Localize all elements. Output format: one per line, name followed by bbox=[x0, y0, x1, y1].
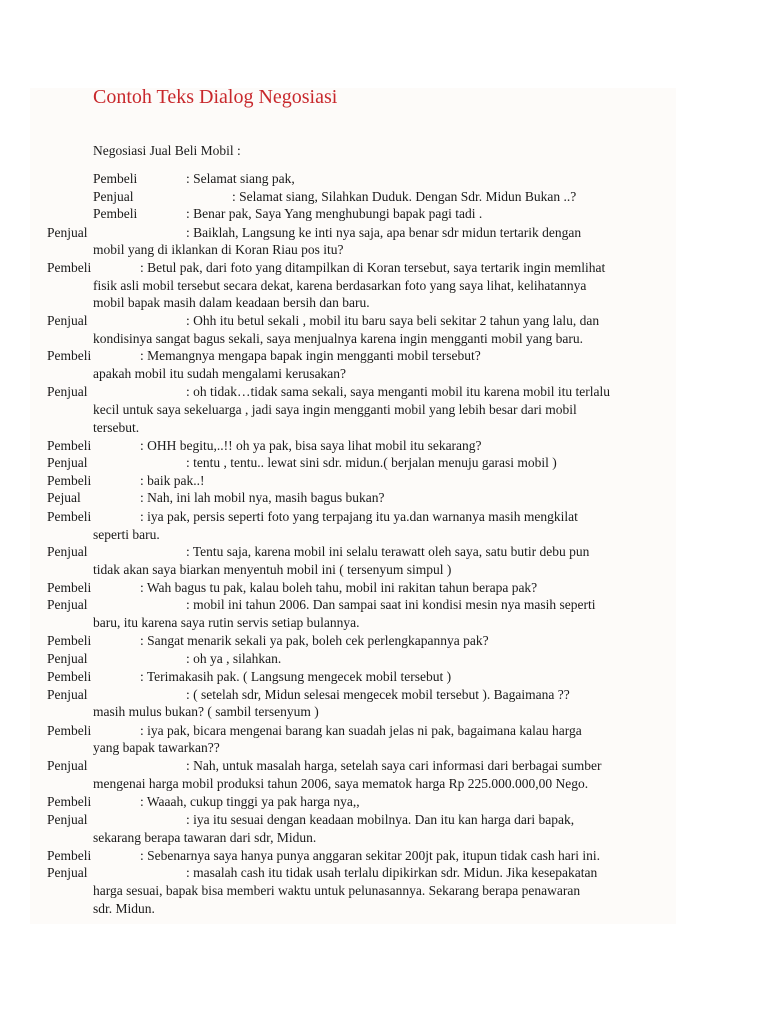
dialog-text: : Benar pak, Saya Yang menghubungi bapak pagi tadi . bbox=[186, 206, 483, 221]
dialog-text: yang bapak tawarkan?? bbox=[93, 740, 220, 755]
speaker-label: Penjual bbox=[47, 544, 88, 559]
speaker-label: Penjual bbox=[93, 189, 134, 204]
dialog-text: : baik pak..! bbox=[140, 473, 205, 488]
dialog-text: : masalah cash itu tidak usah terlalu dipikirkan sdr. Midun. Jika kesepakatan bbox=[186, 865, 598, 880]
speaker-label: Penjual bbox=[47, 651, 88, 666]
speaker-label: Pembeli bbox=[47, 580, 92, 595]
speaker-label: Pembeli bbox=[47, 438, 92, 453]
dialog-text: tersebut. bbox=[93, 420, 140, 435]
dialog-text: : Wah bagus tu pak, kalau boleh tahu, mobil ini rakitan tahun berapa pak? bbox=[140, 580, 538, 595]
dialog-text: : Sangat menarik sekali ya pak, boleh cek perlengkapannya pak? bbox=[140, 633, 489, 648]
dialog-text: : Memangnya mengapa bapak ingin mengganti mobil tersebut? bbox=[140, 348, 481, 363]
dialog-text: mobil bapak masih dalam keadaan bersih dan baru. bbox=[93, 295, 370, 310]
dialog-text: sekarang berapa tawaran dari sdr, Midun. bbox=[93, 830, 317, 845]
speaker-label: Penjual bbox=[47, 313, 88, 328]
speaker-label: Pembeli bbox=[47, 794, 92, 809]
dialog-text: kecil untuk saya sekeluarga , jadi saya ingin mengganti mobil yang lebih besar dari mobil bbox=[93, 402, 577, 417]
dialog-text: : Baiklah, Langsung ke inti nya saja, apa benar sdr midun tertarik dengan bbox=[186, 225, 582, 240]
dialog-text: : Tentu saja, karena mobil ini selalu terawatt oleh saya, satu butir debu pun bbox=[186, 544, 590, 559]
dialog-text: : oh ya , silahkan. bbox=[186, 651, 282, 666]
dialog-text: tidak akan saya biarkan menyentuh mobil ini ( tersenyum simpul ) bbox=[93, 562, 452, 577]
dialog-text: : OHH begitu,..!! oh ya pak, bisa saya lihat mobil itu sekarang? bbox=[140, 438, 482, 453]
dialog-text: : iya pak, bicara mengenai barang kan suadah jelas ni pak, bagaimana kalau harga bbox=[140, 723, 582, 738]
dialog-text: : Ohh itu betul sekali , mobil itu baru saya beli sekitar 2 tahun yang lalu, dan bbox=[186, 313, 600, 328]
dialog-text: : Waaah, cukup tinggi ya pak harga nya,, bbox=[140, 794, 360, 809]
dialog-text: : ( setelah sdr, Midun selesai mengecek mobil tersebut ). Bagaimana ?? bbox=[186, 687, 570, 702]
speaker-label: Penjual bbox=[47, 758, 88, 773]
speaker-label: Pembeli bbox=[47, 669, 92, 684]
speaker-label: Penjual bbox=[47, 865, 88, 880]
speaker-label: Penjual bbox=[47, 687, 88, 702]
speaker-label: Penjual bbox=[47, 812, 88, 827]
speaker-label: Penjual bbox=[47, 455, 88, 470]
speaker-label: Pejual bbox=[47, 490, 81, 505]
speaker-label: Pembeli bbox=[47, 633, 92, 648]
speaker-label: Pembeli bbox=[47, 509, 92, 524]
document-title: Contoh Teks Dialog Negosiasi bbox=[93, 86, 338, 108]
speaker-label: Pembeli bbox=[93, 206, 138, 221]
dialog-text: : oh tidak…tidak sama sekali, saya menganti mobil itu karena mobil itu terlalu bbox=[186, 384, 611, 399]
dialog-text: baru, itu karena saya rutin servis setiap bulannya. bbox=[93, 615, 360, 630]
speaker-label: Pembeli bbox=[47, 848, 92, 863]
dialog-text: mengenai harga mobil produksi tahun 2006, saya mematok harga Rp 225.000.000,00 Nego. bbox=[93, 776, 589, 791]
dialog-text: : Selamat siang pak, bbox=[186, 171, 295, 186]
dialog-text: : iya itu sesuai dengan keadaan mobilnya. Dan itu kan harga dari bapak, bbox=[186, 812, 575, 827]
speaker-label: Pembeli bbox=[47, 260, 92, 275]
speaker-label: Penjual bbox=[47, 225, 88, 240]
dialog-text: : Betul pak, dari foto yang ditampilkan di Koran tersebut, saya tertarik ingin memlihat bbox=[140, 260, 606, 275]
dialog-text: : Sebenarnya saya hanya punya anggaran sekitar 200jt pak, itupun tidak cash hari ini. bbox=[140, 848, 600, 863]
dialog-text: : Nah, ini lah mobil nya, masih bagus bukan? bbox=[140, 490, 385, 505]
dialog-text: : iya pak, persis seperti foto yang terpajang itu ya.dan warnanya masih mengkilat bbox=[140, 509, 578, 524]
speaker-label: Pembeli bbox=[93, 171, 138, 186]
speaker-label: Pembeli bbox=[47, 348, 92, 363]
dialog-text: : Terimakasih pak. ( Langsung mengecek mobil tersebut ) bbox=[140, 669, 452, 684]
dialog-text: kondisinya sangat bagus sekali, saya menjualnya karena ingin mengganti mobil yang baru. bbox=[93, 331, 584, 346]
dialog-text: mobil yang di iklankan di Koran Riau pos itu? bbox=[93, 242, 344, 257]
dialog-text: : mobil ini tahun 2006. Dan sampai saat ini kondisi mesin nya masih seperti bbox=[186, 597, 596, 612]
dialog-text: harga sesuai, bapak bisa memberi waktu untuk pelunasannya. Sekarang berapa penawaran bbox=[93, 883, 581, 898]
dialog-text: masih mulus bukan? ( sambil tersenyum ) bbox=[93, 704, 319, 719]
document-subtitle: Negosiasi Jual Beli Mobil : bbox=[93, 143, 241, 158]
dialog-text: : Nah, untuk masalah harga, setelah saya cari informasi dari berbagai sumber bbox=[186, 758, 602, 773]
dialog-text: fisik asli mobil tersebut secara dekat, karena berdasarkan foto yang saya lihat, kelihatannya bbox=[93, 278, 587, 293]
dialog-text: seperti baru. bbox=[93, 527, 160, 542]
speaker-label: Penjual bbox=[47, 597, 88, 612]
speaker-label: Pembeli bbox=[47, 723, 92, 738]
dialog-text: : Selamat siang, Silahkan Duduk. Dengan Sdr. Midun Bukan ..? bbox=[232, 189, 577, 204]
speaker-label: Penjual bbox=[47, 384, 88, 399]
dialog-text: : tentu , tentu.. lewat sini sdr. midun.( berjalan menuju garasi mobil ) bbox=[186, 455, 557, 470]
speaker-label: Pembeli bbox=[47, 473, 92, 488]
dialog-text: sdr. Midun. bbox=[93, 901, 155, 916]
dialog-text: apakah mobil itu sudah mengalami kerusakan? bbox=[93, 366, 347, 381]
